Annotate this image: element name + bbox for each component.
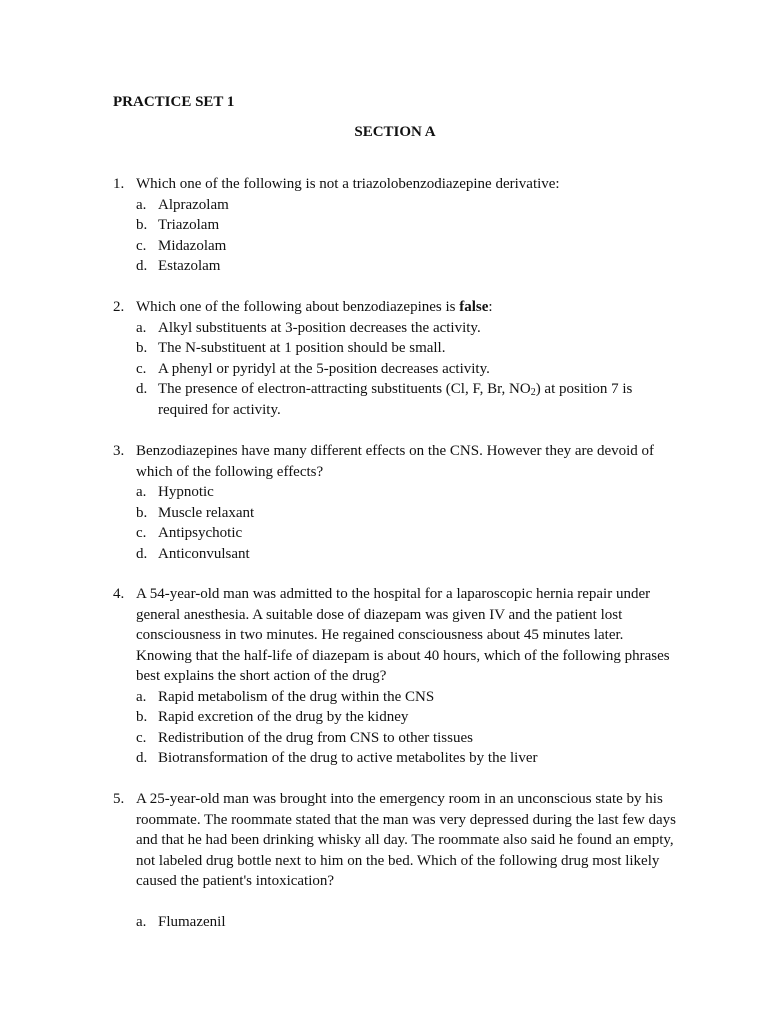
option-text: Alprazolam [158,196,229,213]
option-letter: c. [136,360,147,377]
subscript: 2 [530,387,536,398]
question-1 [113,174,678,277]
option-b [113,215,678,236]
option-text: Midazolam [158,237,227,254]
question-number: 5. [113,791,125,807]
option-letter: a. [136,196,147,213]
option-a [113,318,678,339]
question-number: 2. [113,299,125,315]
question-text-end: : [488,299,493,315]
option-letter: d. [136,381,148,397]
option-d [113,544,678,565]
option-c [113,359,678,380]
question-stem [113,297,678,318]
option-a [113,912,678,933]
question-text: A 25-year-old man was brought into the emergency room in an unconscious state by his roommate. The roommate stated that the man was very depressed during the last few days and that he had been drinking whisky all day. The roommate also said he found an empty, not labeled drug bottle next to him on the bed. Which of the following drug most likely caused the patient's intoxication? [136,791,676,889]
option-text: Anticonvulsant [158,545,250,562]
option-a [113,687,678,708]
question-3 [113,441,678,564]
option-d [113,379,678,420]
question-2 [113,297,678,420]
option-letter: b. [136,709,148,725]
option-letter: c. [136,729,147,746]
option-a [113,195,678,216]
option-letter: d. [136,750,148,766]
option-text: Flumazenil [158,914,226,930]
question-number: 1. [113,176,125,192]
option-text: Redistribution of the drug from CNS to other tissues [158,729,473,746]
question-text: A 54-year-old man was admitted to the hospital for a laparoscopic hernia repair under general anesthesia. A suitable dose of diazepam was given IV and the patient lost consciousness in two minutes. He regained consciousness about 45 minutes later. Knowing that the half-life of diazepam is about 40 hours, which of the following phrases best explains the short action of the drug? [136,586,670,684]
question-text-start: Which one of the following about benzodiazepines is [136,299,460,315]
option-text-start: The presence of electron-attracting substituents (Cl, F, Br, NO [158,381,531,397]
question-text: Benzodiazepines have many different effects on the CNS. However they are devoid of which of the following effects? [136,443,655,480]
question-5 [113,789,678,933]
option-letter: d. [136,545,148,562]
options-list [113,482,678,564]
option-b [113,338,678,359]
option-c [113,728,678,749]
option-c [113,236,678,257]
question-4 [113,584,678,769]
option-d [113,748,678,769]
option-letter: a. [136,319,147,336]
option-text: The N-substituent at 1 position should be small. [158,340,446,356]
section-title: SECTION A [354,124,436,140]
options-list [113,687,678,769]
question-stem [113,174,678,195]
option-letter: c. [136,237,147,254]
question-text: Which one of the following is not a triazolobenzodiazepine derivative: [136,176,560,192]
question-number: 3. [113,443,125,459]
options-list [113,318,678,421]
question-stem [113,789,678,892]
practice-set-title: PRACTICE SET 1 [113,94,235,110]
emphasis-false: false [459,299,489,315]
option-text: Hypnotic [158,484,214,500]
option-letter: b. [136,217,148,233]
question-text [136,297,678,318]
question-stem [113,441,678,482]
option-letter: b. [136,340,148,356]
option-d [113,256,678,277]
option-text: Rapid metabolism of the drug within the CNS [158,688,435,705]
option-text: Estazolam [158,258,221,274]
option-c [113,523,678,544]
question-number: 4. [113,586,125,602]
option-b [113,503,678,524]
option-text: Alkyl substituents at 3-position decreases the activity. [158,319,481,336]
option-text: Triazolam [158,217,220,233]
option-text: Antipsychotic [158,525,243,541]
option-text [158,379,678,420]
option-text: Muscle relaxant [158,504,255,521]
option-text: A phenyl or pyridyl at the 5-position decreases activity. [158,360,490,377]
option-a [113,482,678,503]
options-list [113,195,678,277]
option-letter: a. [136,688,147,705]
option-b [113,707,678,728]
blank-line [113,892,678,913]
question-stem [113,584,678,687]
option-letter: a. [136,484,147,500]
option-letter: b. [136,504,148,521]
option-text: Biotransformation of the drug to active metabolites by the liver [158,750,538,766]
option-text-end: ) at position 7 is required for activity. [158,381,633,418]
options-list [113,912,678,933]
option-letter: d. [136,258,148,274]
option-letter: a. [136,914,147,930]
option-text: Rapid excretion of the drug by the kidney [158,709,409,725]
option-letter: c. [136,525,147,541]
